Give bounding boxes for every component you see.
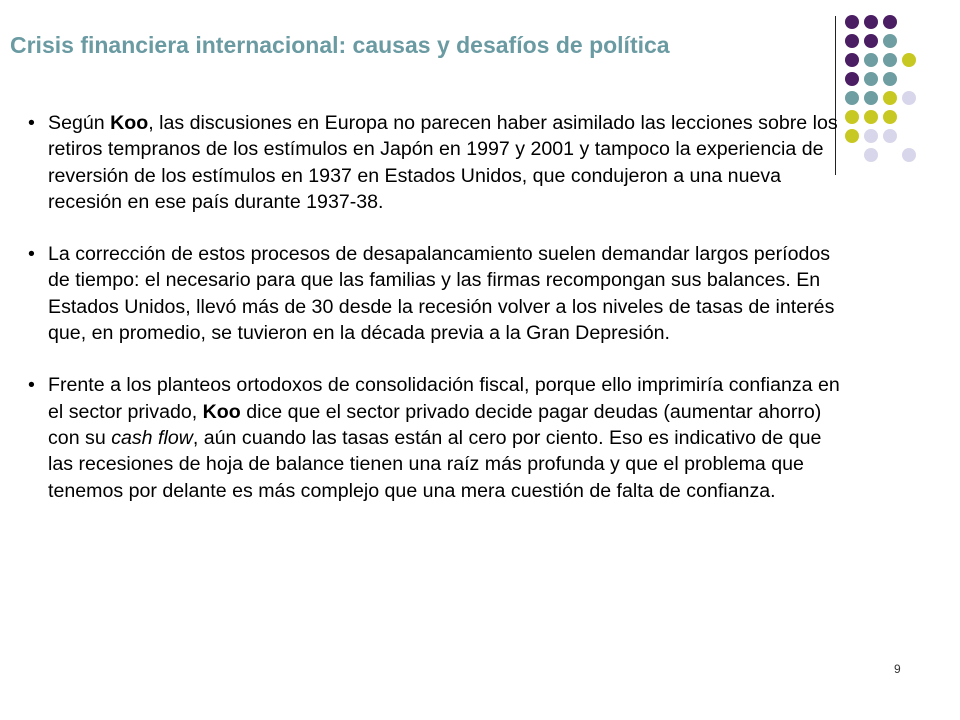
decorative-dot bbox=[864, 129, 878, 143]
decorative-dot bbox=[864, 72, 878, 86]
bullet-text: , aún cuando las tasas están al cero por ciento. Eso es indicativo de que las recesiones de hoja de balance tienen una raíz más profunda y que el problema que tenemos por delante es más complejo que una mera cuestión de falta de confianza. bbox=[48, 426, 822, 502]
decorative-dot bbox=[845, 53, 859, 67]
decorative-dot bbox=[864, 53, 878, 67]
decorative-dot bbox=[883, 53, 897, 67]
decorative-dot bbox=[845, 72, 859, 86]
bullet-text: Según bbox=[48, 112, 111, 134]
bullet-text: dice que el sector privado decide pagar deudas (aumentar ahorro) con su bbox=[48, 400, 822, 449]
decorative-dot bbox=[883, 129, 897, 143]
bullet-marker: • bbox=[28, 112, 35, 134]
decorative-dot bbox=[883, 34, 897, 48]
bullet-marker: • bbox=[28, 374, 35, 397]
bullet-paragraph bbox=[28, 372, 848, 503]
decorative-dot bbox=[883, 72, 897, 86]
decorative-dot bbox=[902, 53, 916, 67]
decorative-dot bbox=[864, 34, 878, 48]
author-keyword: Koo bbox=[110, 112, 149, 134]
italic-term: cash flow bbox=[111, 426, 193, 449]
decorative-dot bbox=[864, 148, 878, 162]
bullet-text: La corrección de estos procesos de desapalancamiento suelen demandar largos períodos de tiempo: el necesario para que las familias y las firmas recompongan sus balances. En Estados Unidos, llevó más de 30 desde la recesión volver a los niveles de tasas de interés que, en promedio, se tuvieron en la década previa a la Gran Depresión. bbox=[48, 243, 835, 345]
decorative-dot bbox=[883, 91, 897, 105]
slide-body bbox=[28, 110, 848, 530]
slide-title: Crisis financiera internacional: causas y desafíos de política bbox=[10, 32, 670, 58]
author-keyword: Koo bbox=[202, 400, 241, 423]
decorative-dot bbox=[864, 110, 878, 124]
page-number: 9 bbox=[894, 662, 901, 676]
bullet-paragraph bbox=[28, 110, 848, 215]
decorative-dot bbox=[845, 15, 859, 29]
bullet-marker: • bbox=[28, 243, 35, 266]
decorative-dot bbox=[864, 91, 878, 105]
bullet-paragraph bbox=[28, 241, 848, 346]
decorative-dot bbox=[902, 91, 916, 105]
decorative-dot bbox=[883, 15, 897, 29]
decorative-dot bbox=[845, 91, 859, 105]
bullet-text: Frente a los planteos ortodoxos de consolidación fiscal, porque ello imprimiría confianza en el sector privado, bbox=[48, 374, 840, 423]
decorative-dot bbox=[864, 15, 878, 29]
bullet-text: , las discusiones en Europa no parecen haber asimilado las lecciones sobre los retiros tempranos de los estímulos en Japón en 1997 y 2001 y tampoco la experiencia de reversión de los estímulos en 1937 en Estados Unidos, que condujeron a una nueva recesión en ese país durante 1937-38. bbox=[48, 112, 838, 213]
decorative-dot bbox=[902, 148, 916, 162]
decorative-dot bbox=[883, 110, 897, 124]
decorative-dot bbox=[845, 34, 859, 48]
